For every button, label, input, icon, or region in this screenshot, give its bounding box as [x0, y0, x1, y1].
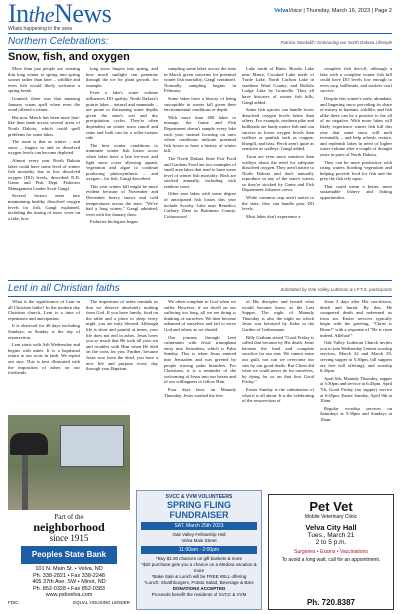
section-credit-lent: Submitted by Oak Valley Lutheran & I.F.T.S. participants — [280, 287, 392, 292]
bank-line1: Part of the — [54, 513, 84, 521]
bank-line3: since 1915 — [49, 533, 89, 543]
paragraph: Despite this winter's early, abundant, and lingering snow providing its share of misery to humans, wildlife, and fish alike there can be a positive to the all of no negative. With more lakes will likely experience winter fish kill this year that same snow will melt eventually – and help refresh, restore, and replenish lakes in need of higher water volume after a couple of drought years in parts of North Dakota. — [320, 95, 392, 157]
paragraph: Some lakes have a history of being susceptible to winter kill given their environmental conditions or depth. — [164, 95, 236, 113]
paragraph: The issue is that as winter – and snow – lingers so and so dissolved oxygen levels can become depleted. — [8, 139, 80, 156]
vet-title: Pet Vet — [309, 499, 353, 514]
paragraph: Regular worship services on Saturdays at 5:30pm and Sundays at 10am. — [320, 405, 392, 422]
logo: IntheNews — [8, 0, 112, 28]
section-credit-northern: Patricia Stockdill / Embracing our North Dakota Lifestyle — [280, 40, 392, 45]
fundraiser-place: Oak Valley Fellowship Hall — [172, 532, 226, 537]
paragraph: Trout are even more sensitive than walleye about the need for adequate dissolved oxygen. They aren't native to North Dakota and don't naturally reproduce in any of the state's waters so they're stocked by Game and Fish Department fisheries crews. — [242, 153, 314, 193]
paragraph: complete fish die-off, although a lake with a complete winter fish kill could have DO levels low enough to even carp, bullheads, and suckers can't survive. — [320, 66, 392, 94]
fundraiser-donations: DONATIONS ACCEPTED — [172, 586, 226, 591]
fundraiser-address: Velva Main Street — [181, 538, 217, 543]
vet-date: Tues., March 21 — [307, 532, 355, 539]
paragraph: More than just people are wearing thin long winter to spring into spring sooner rather than later – wildlife and even fish would likely welcome a spring break. — [8, 66, 80, 94]
article-headline: Snow, fish, and oxygen — [8, 51, 130, 63]
fish-article-column — [164, 66, 236, 274]
paragraph: We often complain to God when we suffer. However, if we dwell on our suffering too long, all we are doing is thinking of ourselves. We then become ashamed of ourselves and fail to serve God and others as we should. — [164, 299, 236, 332]
fundraiser-date: SAT. March 25th 2023 — [141, 522, 257, 530]
paragraph: But now March has been more lion-like than lamb across several areas of North Dakota, which could spell problems for some lakes. — [8, 114, 80, 137]
fundraiser-title: SPRING FLING FUNDRAISER — [166, 500, 231, 520]
fish-article-column — [8, 66, 80, 274]
tagline: Whats happening in the area — [8, 26, 72, 32]
fundraiser-line: *Bake Sale & Lunch will be FREE WILL offering — [151, 574, 247, 579]
vet-time: 2 to 5 p.m. — [315, 539, 347, 546]
section-title-lent: Lent in all Christian faiths — [8, 283, 120, 294]
masthead — [8, 0, 208, 32]
paragraph: Lake north of Butte, Brooks Lake near Minot, Crooked Lake north of Turtle Lake, North Carlson Lake in southern Ward County, and Buffalo Lodge Lake by Granville. They all have histories of winter fish kills, Gangl added. — [242, 66, 314, 105]
paragraph: While common carp aren't native to the state, they can handle poor DO levels. — [242, 195, 314, 212]
paragraph: They can be more productive with rising waters flooding vegetation and helping provide food for fish and the prey the fish rely upon. — [320, 159, 392, 182]
fdic-label: FDIC — [8, 599, 19, 605]
issue-line: VelvaVoice | Thursday, March 16, 2023 | Page 2 — [274, 8, 392, 14]
fundraiser-line: *$20 purchase gets you a chance on a Medora vacation & more — [141, 562, 257, 573]
fundraiser-line: *Buy $1.00 chances on gift baskets & more — [155, 556, 243, 561]
paragraph: Lent starts with Ash Wednesday and begins with ashes. It is a baptismal return to our roots in faith. We repent our sins. This is best illustrated with the imposition of ashes on our foreheads. — [8, 342, 80, 376]
paragraph: long snow lingers into spring, and how much sunlight can penetrate through the ice for plant growth, for example. — [86, 66, 158, 88]
vet-phone[interactable]: Ph. 720.8387 — [306, 598, 356, 607]
paragraph: This year winter kill might be more evident because of November and December heavy snows and cold temperatures across the state. "We've had a long winter," Gangl admitted, even with the January thaw. — [86, 183, 158, 217]
paragraph: Some fish species can handle lower dissolved oxygen levels better than others. For example, northern pike and bullheads are hardy native fish and can survive in lower oxygen levels than walleye or panfish such as crappie, bluegill, and bass. Perch aren't quite as sensitive as walleye, Gangl added. — [242, 107, 314, 152]
paragraph: Fisheries biologists began — [90, 219, 138, 225]
pet-vet-ad[interactable] — [268, 494, 394, 610]
paragraph: Even a lake's water volume influences DO quality. North Dakota's prairie lakes – natural and manmade – are prone to fluctuating water depths given the state's wet and dry precipitation cycles. They're often dependent on winter snow runoff and rains and both can be a roller-coaster ride. — [86, 90, 158, 141]
lent-article-column — [242, 299, 314, 485]
paragraph: of His disciples and hosted what would become know as the Last Supper. The night of Maundy Thursday is also the night on which Jesus was betrayed by Judas in the Garden of Gethsemane. — [242, 299, 314, 332]
section-rule-2 — [8, 296, 392, 297]
fundraiser-time: 11:00am - 2:00pm — [141, 546, 257, 554]
paragraph: Billy Graham stated "Good Friday is called that because by His death, Jesus became the final and complete sacrifice for our sins. We cannot erase our guilt, nor can we overcome our sins by our good deeds. But Christ did what we could never do for ourselves, by dying for us on that first Good Friday." — [242, 334, 314, 385]
fundraiser-org: SVCC & VVM VOLUNTEERS — [165, 494, 233, 500]
paragraph: Several factors enter into maintaining healthy dissolved oxygen levels for fish, Gangl explained, including the timing of snow cover on a lake, how — [8, 193, 80, 221]
paragraph: With more than 400 lakes to manage, the Game and Fish Department doesn't sample every lake each year, instead focusing on ones where conditions indicate potential fish losses or have a history of winter kill. — [164, 114, 236, 154]
fish-article-column — [320, 66, 392, 274]
lender-label: EQUAL HOUSING LENDER — [73, 599, 130, 605]
fish-article-column — [242, 66, 314, 274]
top-rule — [8, 33, 392, 34]
bank-logo: Peoples State Bank — [21, 546, 117, 564]
paragraph: Easter Sunday is the culmination of what it is all about. It is the celebrating of the resurrection of — [242, 386, 314, 404]
paragraph: That could mean a better, more sustainable fishery and fishing opportunities. — [320, 183, 392, 201]
paragraph: Jesus 3 days after His crucifixion, death and burial. By this, He conquered death and redeemed us from sin. Easter services typically begin with the greeting, "Christ is Risen!" with a response of "He is risen indeed. Alleluia!" — [320, 299, 392, 338]
paragraph: Most lakes don't experience a — [246, 213, 301, 219]
paragraph: The imposition of ashes reminds us that we deserve absolutely nothing from God. If you have family, food on the table and a place to sleep every night, you are truly blessed. Although life is short and painful at times, your life does not end in ashes. Jesus loves you so much that He took all your sin and troubles with Him when He died on the cross for you. Further, because Jesus rose from the dead, you have a new life and purpose every day through your Baptism. — [86, 299, 158, 372]
paragraph: April 6th, Maundy Thursday, supper at 5:30pm and service at 6:45pm. April 7th, Good Friday (no supper) service at 6:45pm. Easter Sunday, April 9th at 10am. — [320, 375, 392, 404]
paragraph: Granted, there was that amazing January warm spell when even the wind offered a winter. — [8, 95, 80, 113]
vet-location: Velva City Hall — [305, 523, 357, 532]
vet-subtitle: Mobile Veterinary Clinic — [304, 514, 358, 520]
bank-ad[interactable] — [8, 415, 130, 605]
mid-rule — [8, 280, 392, 281]
fundraiser-line: *Lunch: Sloathburgers, Potato Salad, Beverage & Bars — [144, 580, 254, 585]
paragraph: The North Dakota State Fair Food and Gardens Food are two examples of small area lakes that tend to have some level of winter fish mortality. Both are stocked annually, including with rainbow trout. — [164, 155, 236, 189]
vet-note: To avoid a long wait, call for an appointment. — [281, 557, 381, 563]
lent-article-column — [164, 299, 236, 485]
paragraph: Almost every year North Dakota lakes could have some level of winter fish mortality due to low dissolved oxygen (DO) levels, described N.D. Game and Fish Dept. Fisheries Management Leader Scott Gangl. — [8, 157, 80, 191]
bank-website[interactable]: www.psbvelva.com — [45, 592, 93, 599]
fish-article-column — [86, 66, 158, 274]
paragraph: It is observed for 40 days excluding Sundays, as Sunday is the day of resurrection. — [8, 323, 80, 340]
bank-line2: neighborhood — [33, 520, 105, 534]
paragraph: Oak Valley Lutheran Church invites you to join Wednesday Lenten worship services, March 22 and March 29, serving supper at 5:30pm, (all suppers are free will offering), and worship 6:45pm. — [320, 340, 392, 374]
paragraph: sampling some lakes across the state in March given concerns for potential winter fish mortality, Gangl continued. Normally sampling begins in February. — [164, 66, 236, 94]
fundraiser-benefit: Proceeds benefit the residents of SVCC & VVM — [151, 592, 247, 597]
mailbox-photo — [8, 415, 130, 510]
vet-services: Surgeries • Exams • Vaccinations — [294, 549, 368, 555]
paragraph: Other area lakes with some degree of anticipated fish losses this year include Scooby Lake near Benedict, Carbury Dam in Bottineau County, Cottonwood — [164, 191, 236, 219]
paragraph: The best winter conditions to minimize winter fish losses occur when lakes have a late ice-over and light snow cover allowing aquatic vegetation and algae to continue producing photosynthesis – and oxygen – for fish, Gangl described. — [86, 142, 158, 182]
paragraph: Our journey through Lent culminates with Jesus' triumphant entry into Jerusalem, which is Palm Sunday. This is when Jesus entered into Jerusalem and was greeted by people waving palm branches. For Christians, it is a reminder of the welcoming of Jesus into our hearts and of our willingness to follow Him. — [164, 334, 236, 385]
section-title-northern: Northern Celebrations: — [8, 36, 109, 47]
paragraph: What is the significance of Lent in all Christian faiths? In the modern day Christian church, Lent is a time of repentance and anticipation. — [8, 299, 80, 321]
section-rule — [8, 49, 392, 50]
lent-article-column — [320, 299, 392, 485]
bank-address: 101 N. Main St. • Velva, ND Ph. 338-2821 • Fax 338-2248 405 37th Ave. SW • Minot, ND Ph. 852-0328 • Fax 852-0383 www.psbvelva.com — [8, 566, 130, 599]
article-columns-fish — [8, 66, 392, 274]
fundraiser-ad[interactable] — [136, 490, 262, 610]
paragraph: Four days later, on Maundy Thursday, Jesus washed the feet — [164, 386, 236, 398]
